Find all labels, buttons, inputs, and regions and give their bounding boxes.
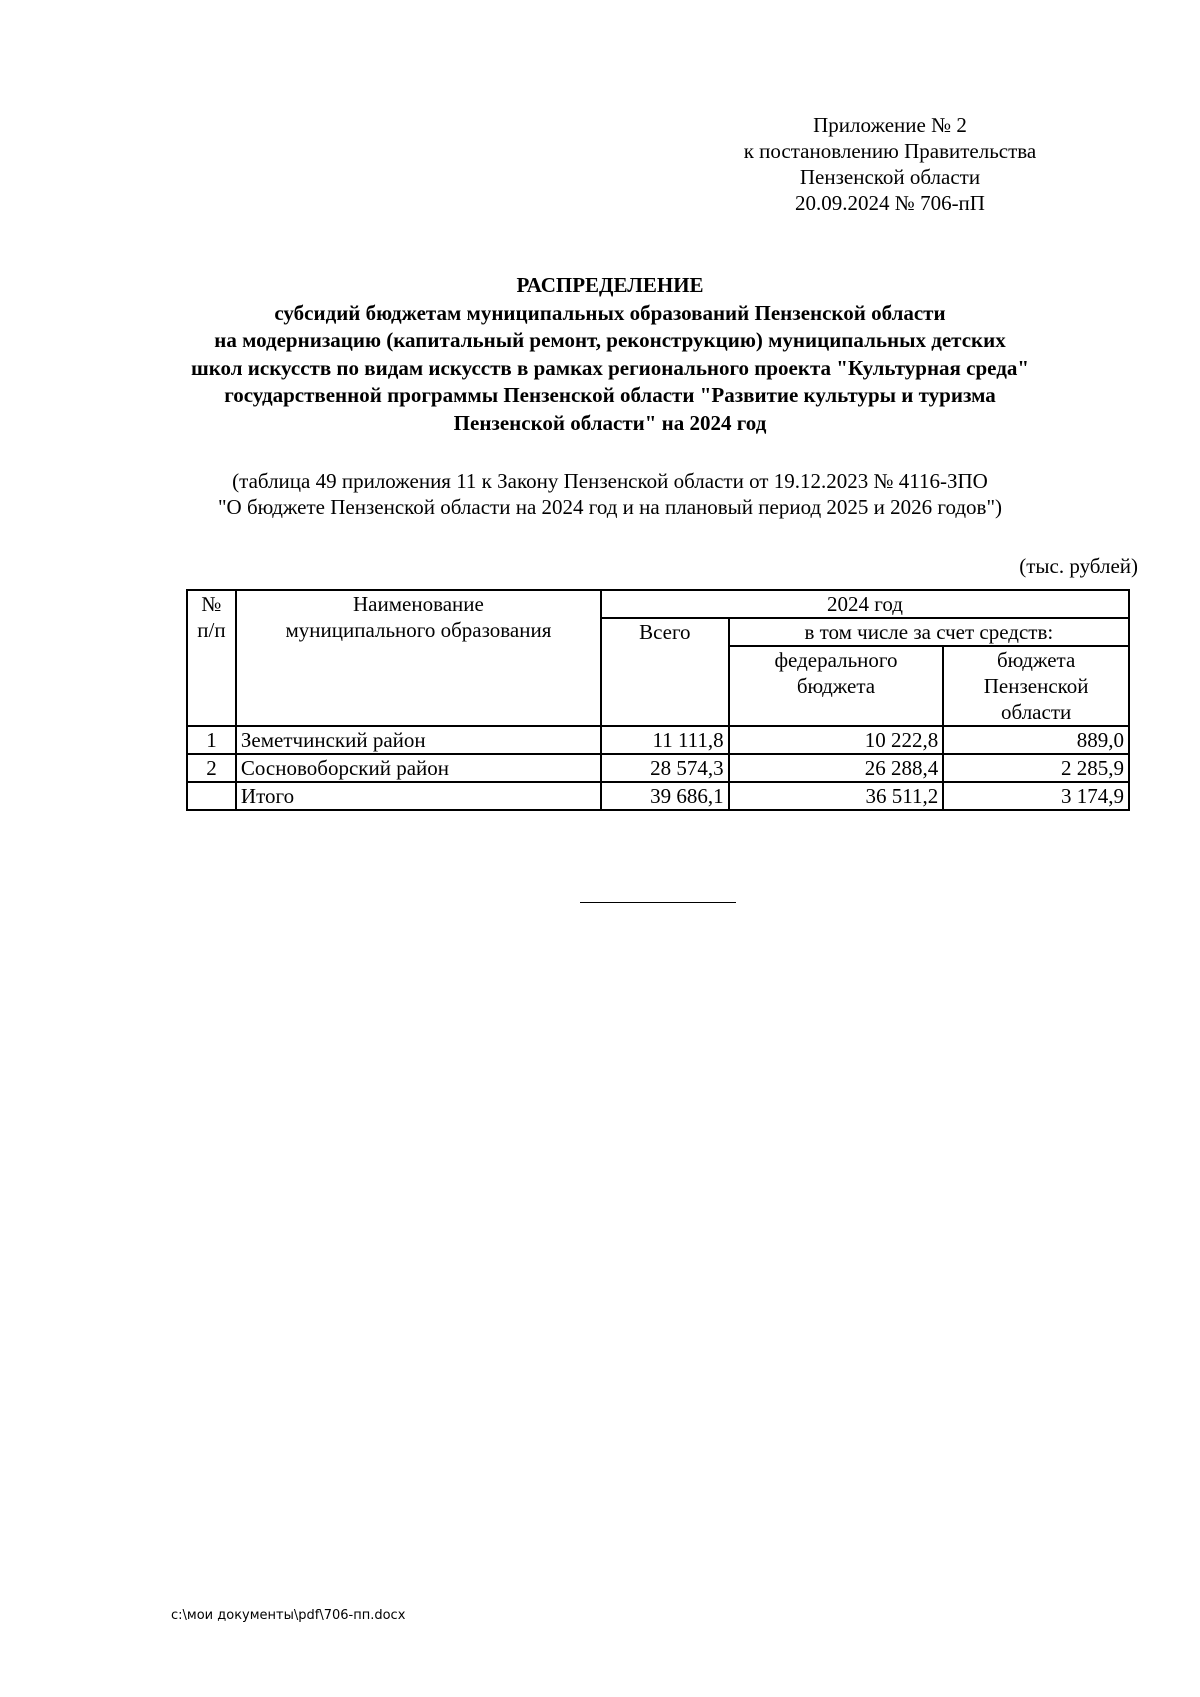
- basis-line-1: (таблица 49 приложения 11 к Закону Пензенской области от 19.12.2023 № 4116-ЗПО: [232, 469, 988, 493]
- header-num: № п/п: [187, 590, 236, 726]
- row-federal: 10 222,8: [729, 726, 944, 754]
- footer-file-path: c:\мои документы\pdf\706-пп.docx: [171, 1608, 406, 1623]
- total-total: 39 686,1: [601, 782, 729, 810]
- header-name: [236, 590, 601, 726]
- header-name-line-1: Наименование: [353, 592, 484, 616]
- title-line-2: на модернизацию (капитальный ремонт, реконструкцию) муниципальных детских: [214, 328, 1006, 352]
- appendix-line-2: к постановлению Правительства: [743, 139, 1037, 163]
- title-line-4: государственной программы Пензенской области "Развитие культуры и туризма: [224, 383, 996, 407]
- title-line-1: субсидий бюджетам муниципальных образований Пензенской области: [274, 300, 946, 325]
- appendix-line-3: Пензенской области: [799, 165, 981, 189]
- title-heading: РАСПРЕДЕЛЕНИЕ: [516, 273, 704, 297]
- document-title: [150, 272, 1070, 437]
- header-federal: федерального бюджета: [729, 646, 944, 726]
- end-separator-line: [580, 902, 736, 903]
- title-line-5: Пензенской области" на 2024 год: [453, 410, 767, 435]
- distribution-table: [186, 589, 1130, 811]
- row-num: 2: [187, 754, 236, 782]
- row-total: 28 574,3: [601, 754, 729, 782]
- appendix-line-4: 20.09.2024 № 706-пП: [795, 191, 985, 215]
- row-federal: 26 288,4: [729, 754, 944, 782]
- header-including: в том числе за счет средств:: [729, 618, 1129, 646]
- row-name: Земетчинский район: [236, 726, 601, 754]
- table-row: [187, 754, 1129, 782]
- header-year: 2024 год: [601, 590, 1129, 618]
- total-row: [187, 782, 1129, 810]
- title-line-3: школ искусств по видам искусств в рамках регионального проекта "Культурная среда": [190, 355, 1029, 380]
- row-regional: 2 285,9: [943, 754, 1129, 782]
- total-federal: 36 511,2: [729, 782, 944, 810]
- basis-line-2: "О бюджете Пензенской области на 2024 год и на плановый период 2025 и 2026 годов"): [217, 495, 1003, 519]
- header-name-line-2: муниципального образования: [285, 618, 552, 642]
- legal-basis: [150, 468, 1070, 520]
- total-num: [187, 782, 236, 810]
- row-total: 11 111,8: [601, 726, 729, 754]
- header-total: Всего: [601, 618, 729, 726]
- row-num: 1: [187, 726, 236, 754]
- appendix-header: [700, 112, 1080, 216]
- row-regional: 889,0: [943, 726, 1129, 754]
- table-row: [187, 726, 1129, 754]
- row-name: Сосновоборский район: [236, 754, 601, 782]
- header-row-1: [187, 590, 1129, 618]
- header-regional: бюджета Пензенской области: [943, 646, 1129, 726]
- units-label: (тыс. рублей): [1019, 554, 1138, 578]
- total-regional: 3 174,9: [943, 782, 1129, 810]
- appendix-line-1: Приложение № 2: [813, 113, 967, 137]
- total-name: Итого: [236, 782, 601, 810]
